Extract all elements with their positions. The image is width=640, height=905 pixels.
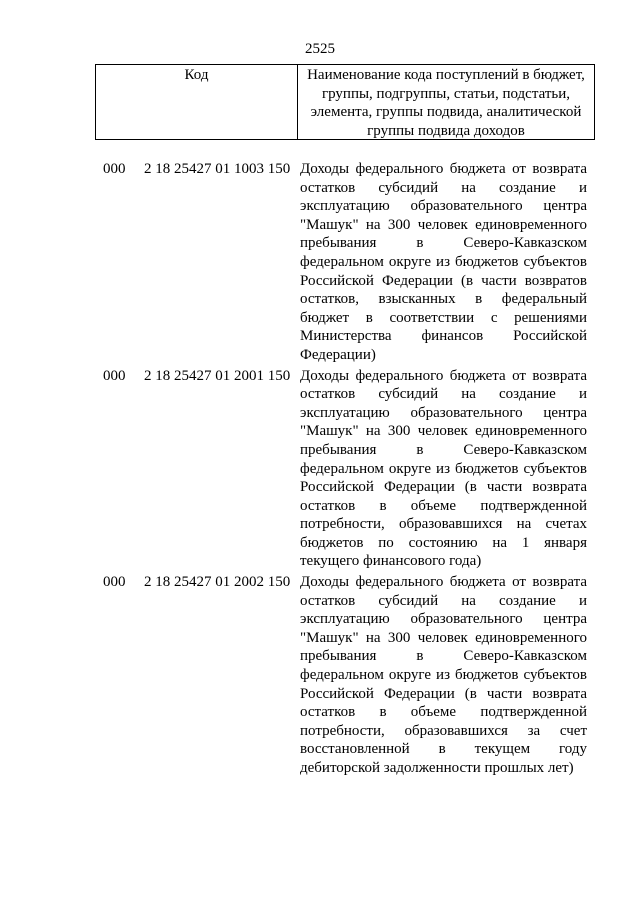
table-header <box>95 64 595 140</box>
row-description: Доходы федерального бюджета от возврата остатков субсидий на создание и эксплуатацию образовательного центра "Машук" на 300 человек единовременного пребывания в Северо-Кавказском федеральном округе из бюджетов субъектов Российской Федерации (в части возврата остатков в объеме подтвержденной потребности, образовавшихся за счет восстановленной в текущем году дебиторской задолженности прошлых лет) <box>300 574 587 776</box>
row-description: Доходы федерального бюджета от возврата остатков субсидий на создание и эксплуатацию образовательного центра "Машук" на 300 человек единовременного пребывания в Северо-Кавказском федеральном округе из бюджетов субъектов Российской Федерации (в части возвратов остатков, взысканных в федеральный бюджет в соответствии с решениями Министерства финансов Российской Федерации) <box>300 161 587 363</box>
row-income-code: 2 18 25427 01 2001 150 <box>144 367 291 384</box>
header-code-column: Код <box>96 65 298 139</box>
table-body <box>0 160 640 780</box>
row-admin-code: 000 <box>103 161 126 177</box>
table-row <box>0 573 640 778</box>
row-income-code: 2 18 25427 01 2002 150 <box>144 574 291 591</box>
row-description: Доходы федерального бюджета от возврата остатков субсидий на создание и эксплуатацию образовательного центра "Машук" на 300 человек единовременного пребывания в Северо-Кавказском федеральном округе из бюджетов субъектов Российской Федерации (в части возврата остатков в объеме подтвержденной потребности, образовавшихся на счетах бюджетов по состоянию на 1 января текущего финансового года) <box>300 367 587 570</box>
row-admin-code: 000 <box>103 367 126 384</box>
row-income-code: 2 18 25427 01 1003 150 <box>144 161 291 177</box>
table-row <box>0 160 640 365</box>
page-number: 2525 <box>305 41 335 57</box>
row-admin-code: 000 <box>103 574 126 591</box>
table-row <box>0 367 640 572</box>
header-name-column: Наименование кода поступлений в бюджет, группы, подгруппы, статьи, подстатьи, элемента, группы подвида, аналитической группы подвида доходов <box>307 67 585 139</box>
